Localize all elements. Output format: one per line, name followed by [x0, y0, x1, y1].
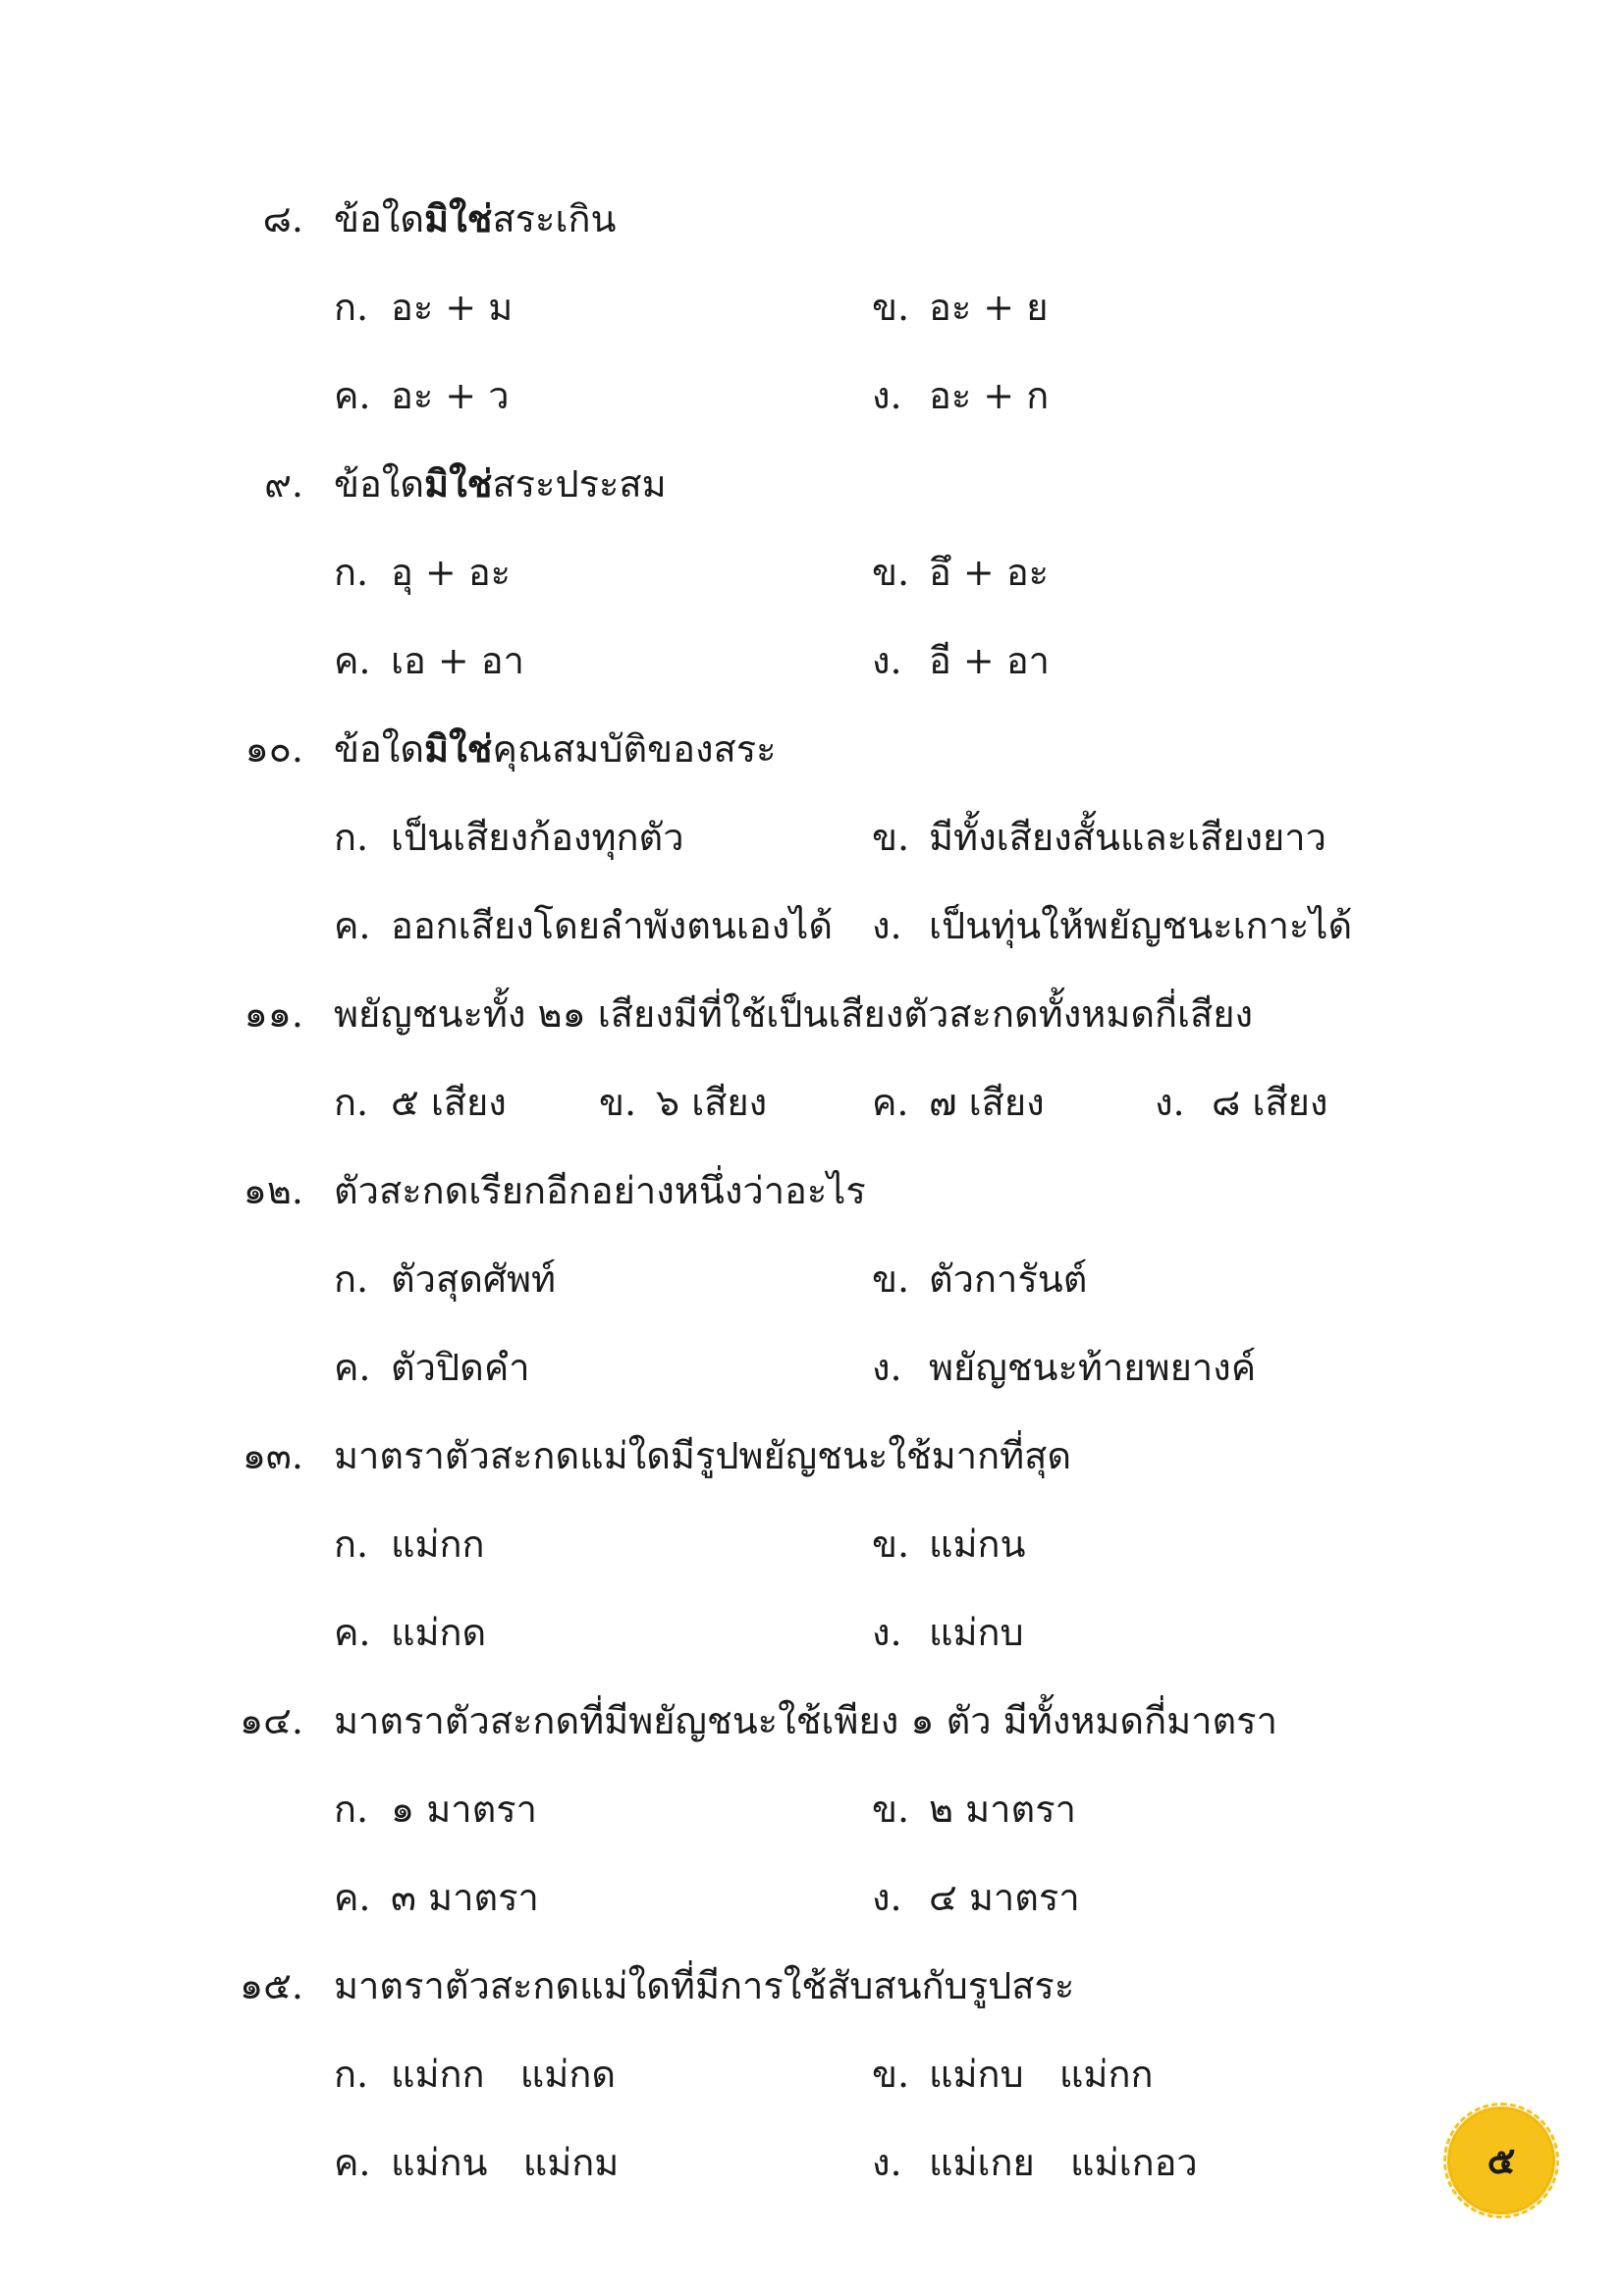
- choice-13-d[interactable]: ง. แม่กบ: [872, 1611, 1024, 1654]
- choice-12-a[interactable]: ก. ตัวสุดศัพท์: [334, 1257, 557, 1301]
- choice-10-d[interactable]: ง. เป็นทุ่นให้พยัญชนะเกาะได้: [872, 904, 1353, 947]
- question-text: พยัญชนะทั้ง ๒๑ เสียงมีที่ใช้เป็นเสียงตัวสะกดทั้งหมดกี่เสียง: [334, 992, 1254, 1036]
- choice-9-c[interactable]: ค. เอ + อา: [334, 639, 524, 682]
- question-text: ข้อใดมิใช่สระเกิน: [334, 196, 617, 240]
- choice-14-c[interactable]: ค. ๓ มาตรา: [334, 1876, 539, 1919]
- question-13: [0, 1426, 1624, 1485]
- choice-12-d[interactable]: ง. พยัญชนะท้ายพยางค์: [872, 1346, 1257, 1389]
- page-number-badge: [1447, 2107, 1555, 2215]
- choice-8-d[interactable]: ง. อะ + ก: [872, 374, 1050, 417]
- choice-14-b[interactable]: ข. ๒ มาตรา: [872, 1788, 1076, 1831]
- choice-13-a[interactable]: ก. แม่กก: [334, 1522, 485, 1566]
- choice-13-b[interactable]: ข. แม่กน: [872, 1522, 1026, 1566]
- question-number: ๑๔.: [240, 1699, 303, 1742]
- question-9: [0, 454, 1624, 513]
- choice-10-b[interactable]: ข. มีทั้งเสียงสั้นและเสียงยาว: [872, 816, 1326, 859]
- choice-15-d[interactable]: ง. แม่เกย แม่เกอว: [872, 2141, 1198, 2184]
- question-10: [0, 720, 1624, 778]
- question-15: [0, 1956, 1624, 2015]
- question-text: ข้อใดมิใช่คุณสมบัติของสระ: [334, 726, 777, 771]
- choice-9-d[interactable]: ง. อี + อา: [872, 639, 1050, 682]
- question-text: มาตราตัวสะกดแม่ใดที่มีการใช้สับสนกับรูปสระ: [334, 1964, 1075, 2007]
- choice-14-d[interactable]: ง. ๔ มาตรา: [872, 1876, 1080, 1919]
- choice-9-a[interactable]: ก. อุ + อะ: [334, 551, 512, 594]
- question-number: ๑๕.: [240, 1964, 303, 2007]
- question-number: ๑๒.: [243, 1169, 303, 1212]
- question-text: ข้อใดมิใช่สระประสม: [334, 461, 667, 506]
- choice-11-d[interactable]: ง. ๘ เสียง: [1155, 1081, 1328, 1124]
- choice-11-c[interactable]: ค. ๗ เสียง: [872, 1081, 1045, 1124]
- question-text: ตัวสะกดเรียกอีกอย่างหนึ่งว่าอะไร: [334, 1169, 866, 1212]
- question-number: ๑๓.: [242, 1434, 303, 1477]
- question-14: [0, 1691, 1624, 1750]
- choice-12-b[interactable]: ข. ตัวการันต์: [872, 1257, 1088, 1301]
- question-12: [0, 1161, 1624, 1220]
- choice-15-b[interactable]: ข. แม่กบ แม่กก: [872, 2053, 1154, 2096]
- choice-15-c[interactable]: ค. แม่กน แม่กม: [334, 2141, 620, 2184]
- choice-14-a[interactable]: ก. ๑ มาตรา: [334, 1788, 538, 1831]
- emphasis-text: มิใช่: [424, 726, 493, 771]
- question-text: มาตราตัวสะกดแม่ใดมีรูปพยัญชนะใช้มากที่สุด: [334, 1434, 1072, 1477]
- choice-8-a[interactable]: ก. อะ + ม: [334, 286, 514, 329]
- choice-11-b[interactable]: ข. ๖ เสียง: [599, 1081, 768, 1124]
- page-number: ๕: [1487, 2138, 1516, 2182]
- choice-13-c[interactable]: ค. แม่กด: [334, 1611, 487, 1654]
- choice-12-c[interactable]: ค. ตัวปิดคำ: [334, 1346, 530, 1389]
- question-number: ๑๐.: [244, 727, 303, 771]
- question-11: [0, 985, 1624, 1043]
- choice-11-a[interactable]: ก. ๕ เสียง: [334, 1081, 507, 1124]
- choice-8-c[interactable]: ค. อะ + ว: [334, 374, 510, 417]
- emphasis-text: มิใช่: [424, 461, 493, 506]
- question-text: มาตราตัวสะกดที่มีพยัญชนะใช้เพียง ๑ ตัว มีทั้งหมดกี่มาตรา: [334, 1699, 1277, 1742]
- question-number: ๙.: [264, 462, 303, 506]
- question-8: [0, 189, 1624, 248]
- question-number: ๑๑.: [244, 992, 303, 1036]
- choice-10-c[interactable]: ค. ออกเสียงโดยลำพังตนเองได้: [334, 904, 834, 947]
- choice-8-b[interactable]: ข. อะ + ย: [872, 286, 1049, 329]
- choice-10-a[interactable]: ก. เป็นเสียงก้องทุกตัว: [334, 816, 684, 859]
- choice-15-a[interactable]: ก. แม่กก แม่กด: [334, 2053, 617, 2096]
- question-number: ๘.: [262, 197, 303, 240]
- choice-9-b[interactable]: ข. อึ + อะ: [872, 551, 1050, 594]
- emphasis-text: มิใช่: [424, 196, 493, 240]
